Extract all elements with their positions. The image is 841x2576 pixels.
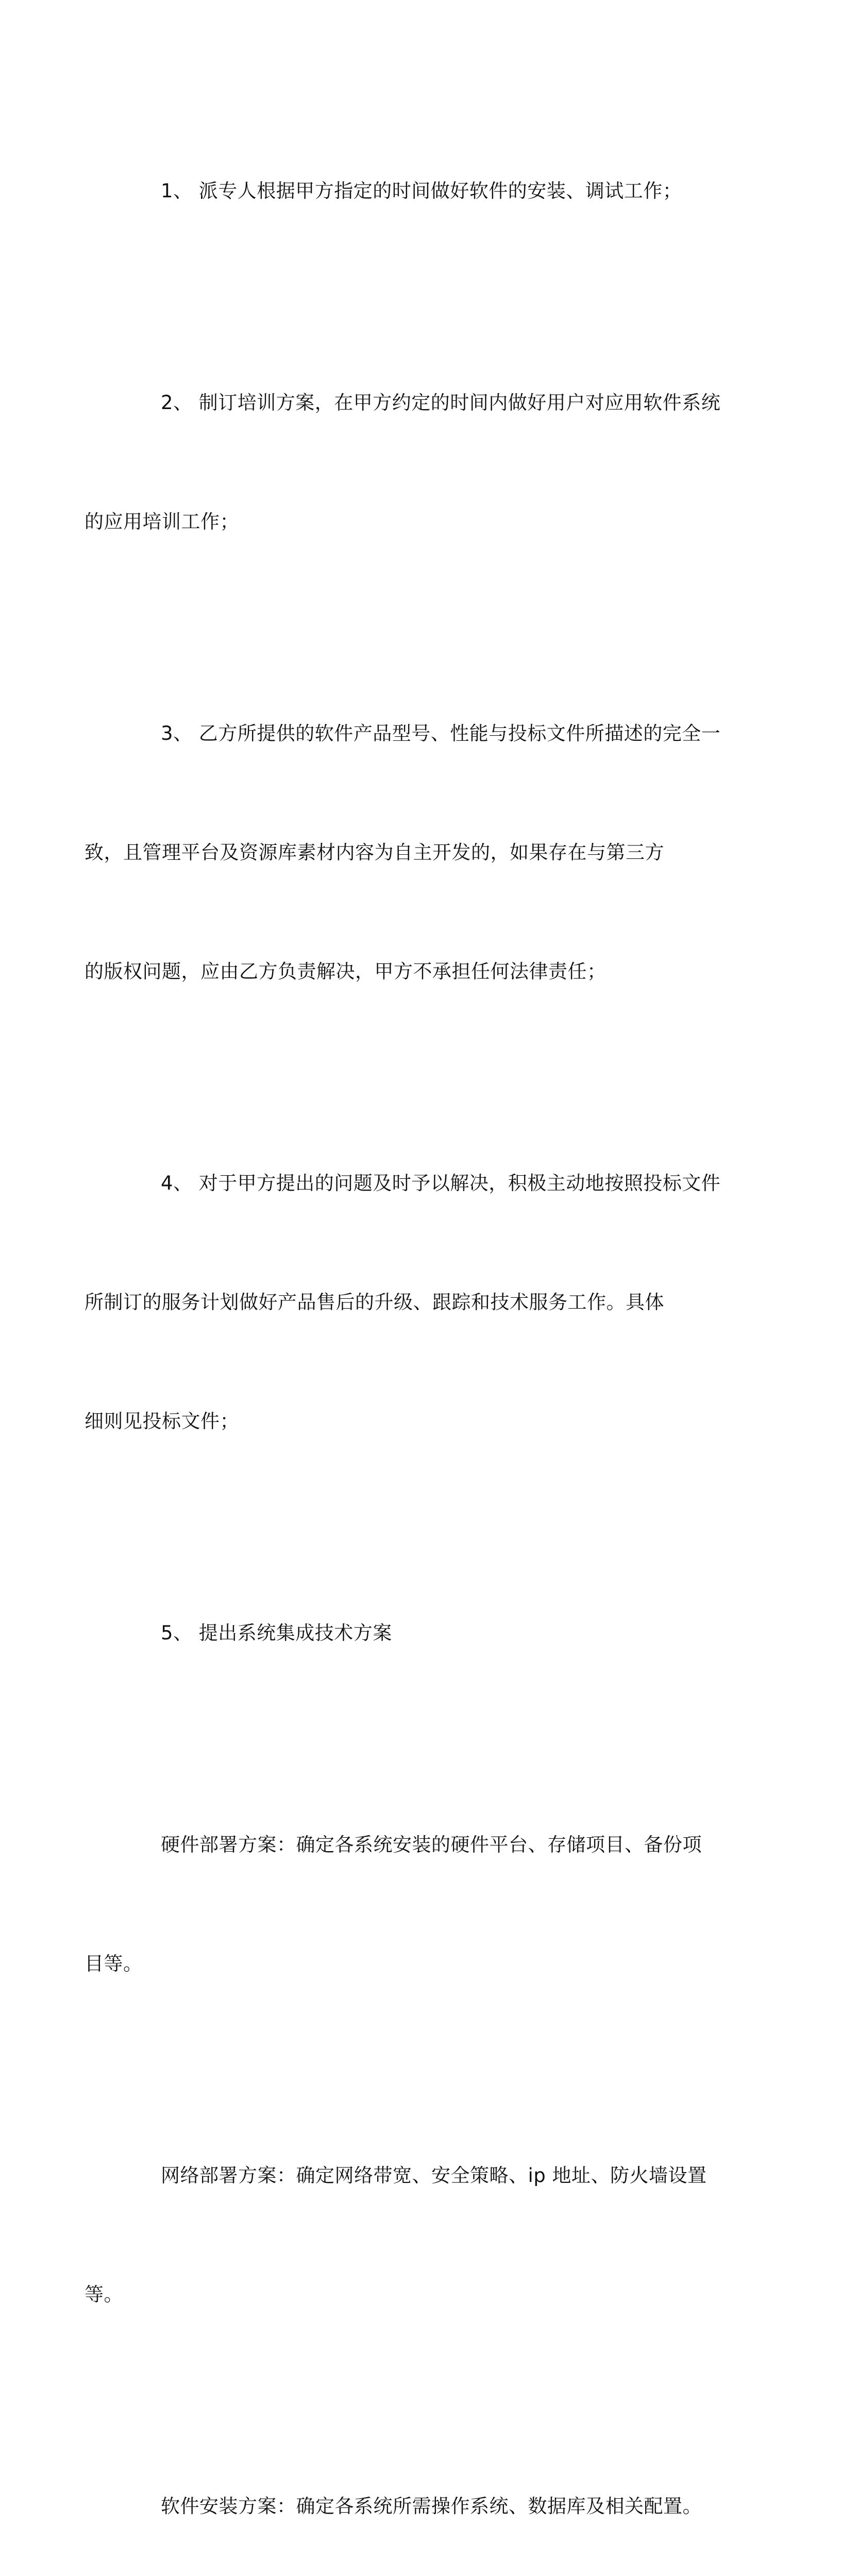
paragraph-line: 所制订的服务计划做好产品售后的升级、跟踪和技术服务工作。具体 xyxy=(85,1291,664,1313)
paragraph-line: 3、 乙方所提供的软件产品型号、性能与投标文件所描述的完全一 xyxy=(161,722,721,744)
paragraph-software-plan xyxy=(123,2407,715,2576)
paragraph-line: 网络部署方案：确定网络带宽、安全策略、ip 地址、防火墙设置 xyxy=(161,2164,707,2187)
paragraph-line: 的版权问题，应由乙方负责解决，甲方不承担任何法律责任； xyxy=(85,960,607,982)
paragraph-line: 硬件部署方案：确定各系统安装的硬件平台、存储项目、备份项 xyxy=(161,1834,702,1856)
paragraph-line: 软件安装方案：确定各系统所需操作系统、数据库及相关配置。 xyxy=(161,2495,702,2517)
paragraph-line: 细则见投标文件； xyxy=(85,1410,239,1432)
paragraph-5 xyxy=(123,1534,715,1732)
paragraph-network-plan xyxy=(85,2076,715,2394)
paragraph-1 xyxy=(123,92,715,290)
paragraph-2 xyxy=(85,303,721,621)
paragraph-line: 5、 提出系统集成技术方案 xyxy=(161,1622,392,1644)
paragraph-line: 4、 对于甲方提出的问题及时予以解决，积极主动地按照投标文件 xyxy=(161,1172,721,1194)
paragraph-hardware-plan xyxy=(85,1745,715,2063)
paragraph-line: 等。 xyxy=(85,2283,123,2306)
paragraph-line: 的应用培训工作； xyxy=(85,511,239,533)
paragraph-4 xyxy=(85,1084,721,1520)
paragraph-line: 致，且管理平台及资源库素材内容为自主开发的，如果存在与第三方 xyxy=(85,841,664,863)
paragraph-line: 目等。 xyxy=(85,1953,143,1975)
document-body xyxy=(85,92,721,2576)
paragraph-line: 1、 派专人根据甲方指定的时间做好软件的安装、调试工作； xyxy=(161,180,682,202)
paragraph-3 xyxy=(85,634,721,1071)
paragraph-line: 2、 制订培训方案，在甲方约定的时间内做好用户对应用软件系统 xyxy=(161,392,721,414)
